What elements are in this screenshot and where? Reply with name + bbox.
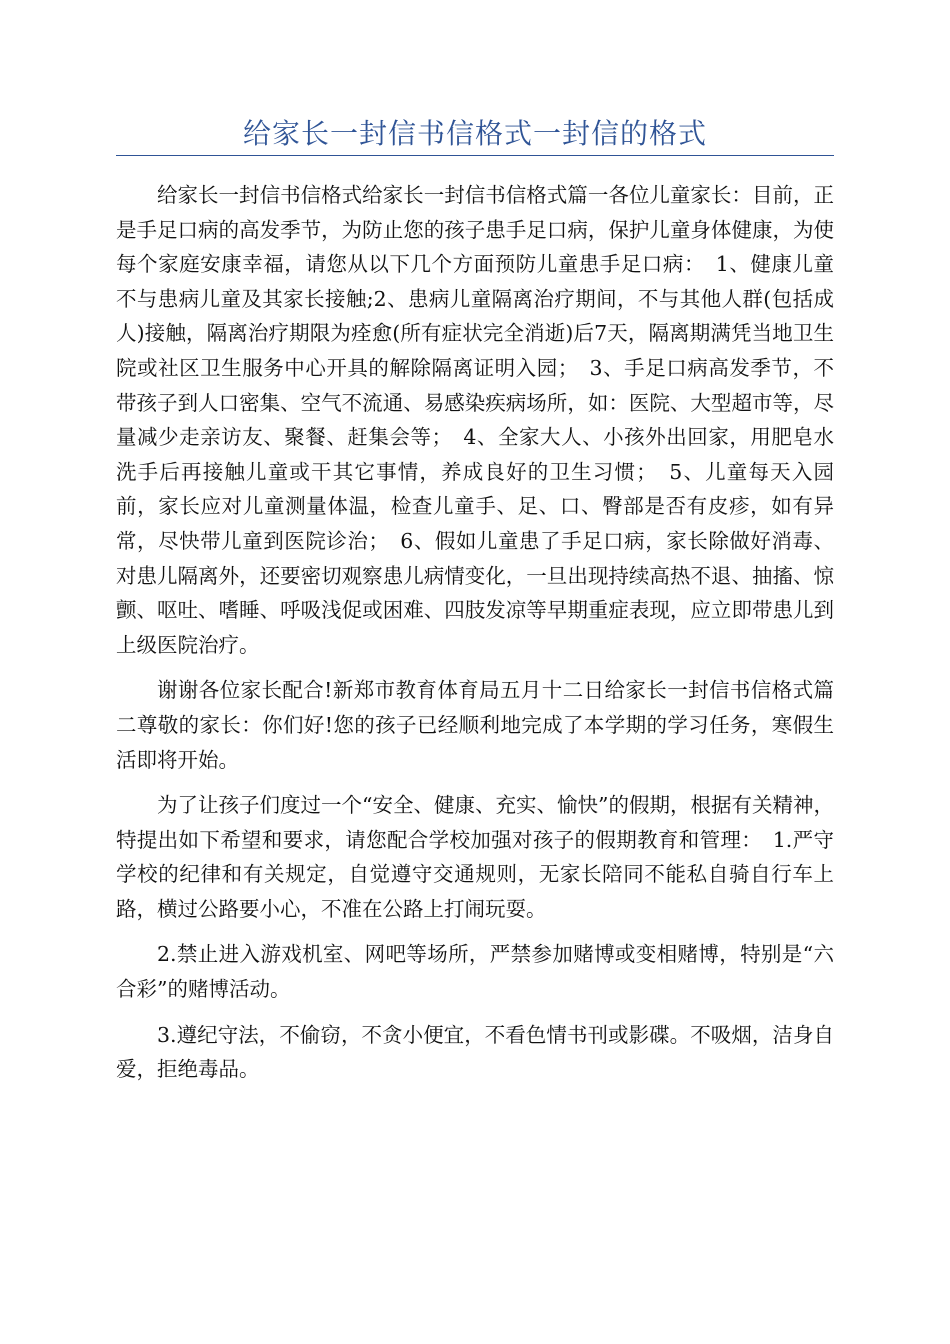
paragraph-1: 给家长一封信书信格式给家长一封信书信格式篇一各位儿童家长：目前，正是手足口病的高发季节，为防止您的孩子患手足口病，保护儿童身体健康，为使每个家庭安康幸福，请您从以下几个方面预防儿童患手足口病： 1、健康儿童不与患病儿童及其家长接触;2、患病儿童隔离治疗期间，不与其他人群(包括成人)接触，隔离治疗期限为痊愈(所有症状完全消逝)后7天，隔离期满凭当地卫生院或社区卫生服务中心开具的解除隔离证明入园； 3、手足口病高发季节，不带孩子到人口密集、空气不流通、易感染疾病场所，如：医院、大型超市等，尽量减少走亲访友、聚餐、赶集会等； 4、全家大人、小孩外出回家，用肥皂水洗手后再接触儿童或干其它事情，养成良好的卫生习惯； 5、儿童每天入园前，家长应对儿童测量体温，检查儿童手、足、口、臀部是否有皮疹，如有异常，尽快带儿童到医院诊治； 6、假如儿童患了手足口病，家长除做好消毒、对患儿隔离外，还要密切观察患儿病情变化，一旦出现持续高热不退、抽搐、惊颤、呕吐、嗜睡、呼吸浅促或困难、四肢发凉等早期重症表现，应立即带患儿到上级医院治疗。 [116, 183, 834, 657]
paragraph-5: 3.遵纪守法，不偷窃，不贪小便宜，不看色情书刊或影碟。不吸烟，洁身自爱，拒绝毒品。 [116, 1022, 834, 1082]
paragraph-4: 2.禁止进入游戏机室、网吧等场所，严禁参加赌博或变相赌博，特别是“六合彩”的赌博活动。 [116, 942, 834, 1002]
title-underline [116, 155, 834, 156]
document-title: 给家长一封信书信格式一封信的格式 [242, 117, 707, 150]
paragraph-3: 为了让孩子们度过一个“安全、健康、充实、愉快”的假期，根据有关精神，特提出如下希望和要求，请您配合学校加强对孩子的假期教育和管理： 1.严守学校的纪律和有关规定，自觉遵守交通规则，无家长陪同不能私自骑自行车上路，横过公路要小心，不准在公路上打闹玩耍。 [116, 793, 834, 921]
document-body [116, 178, 834, 1098]
paragraph-2: 谢谢各位家长配合!新郑市教育体育局五月十二日给家长一封信书信格式篇二尊敬的家长：你们好!您的孩子已经顺利地完成了本学期的学习任务，寒假生活即将开始。 [116, 678, 834, 772]
